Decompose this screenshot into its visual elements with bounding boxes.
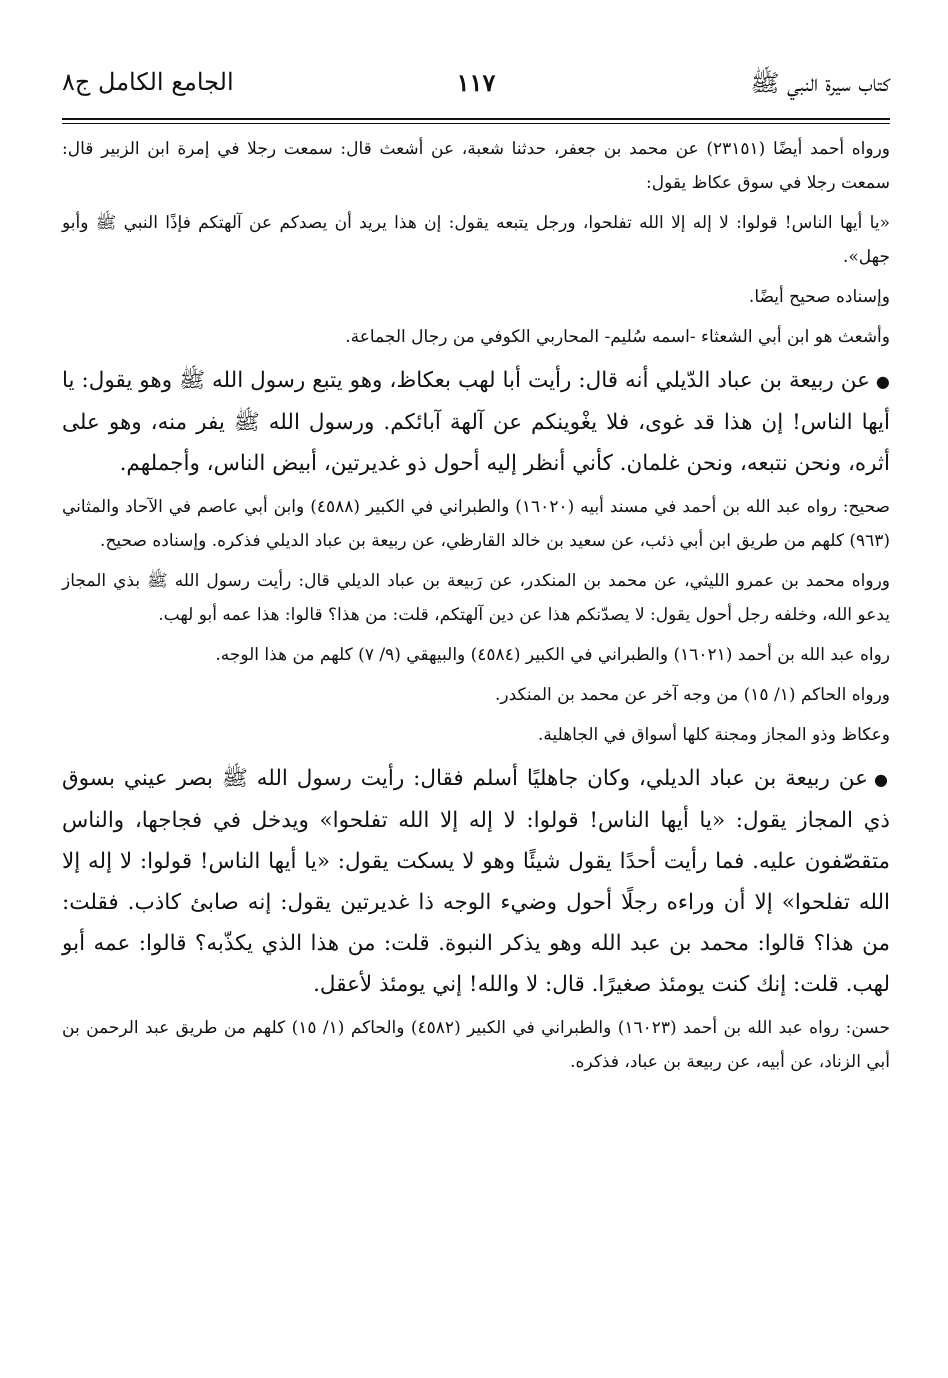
note-paragraph: رواه عبد الله بن أحمد (١٦٠٢١) والطبراني في الكبير (٤٥٨٤) والبيهقي (٩/ ٧) كلهم من هذا الوجه. <box>215 645 890 665</box>
page-number: ١١٧ <box>456 68 496 97</box>
note-paragraph: وأشعث هو ابن أبي الشعثاء -اسمه سُليم- المحاربي الكوفي من رجال الجماعة. <box>345 327 890 347</box>
bullet-icon: ● <box>873 770 890 789</box>
note-paragraph: ورواه أحمد أيضًا (٢٣١٥١) عن محمد بن جعفر، حدثنا شعبة، عن أشعث قال: سمعت رجلا في إمرة ابن الزبير قال: سمعت رجلا في سوق عكاظ يقول: <box>62 139 890 193</box>
hadith-text: عن ربيعة بن عباد الدّيلي أنه قال: رأيت أبا لهب بعكاظ، وهو يتبع رسول الله ﷺ وهو يقول: يا أيها الناس! إن هذا قد غوى، فلا يغْوينكم عن آلهة آبائكم. ورسول الله ﷺ يفر منه، وهو على أثره، ونحن نتبعه، ونحن غلمان. كأني أنظر إليه أحول ذو غديرتين، أبيض الناس، وأجملهم. <box>62 368 890 476</box>
hadith-paragraph <box>62 360 890 484</box>
note-paragraph: وعكاظ وذو المجاز ومجنة كلها أسواق في الجاهلية. <box>537 725 890 745</box>
note-paragraph: ورواه محمد بن عمرو الليثي، عن محمد بن المنكدر، عن رَبيعة بن عباد الديلي قال: رأيت رسول الله ﷺ بذي المجاز يدعو الله، وخلفه رجل أحول يقول: لا يصدّنكم هذا عن دين آلهتكم، قلت: من هذا؟ قالوا: هذا عمه أبو لهب. <box>62 571 890 625</box>
book-title: كتاب سيرة النبي ﷺ <box>750 69 890 97</box>
page-content <box>62 132 890 1085</box>
note-paragraph: حسن: رواه عبد الله بن أحمد (١٦٠٢٣) والطبراني في الكبير (٤٥٨٢) والحاكم (١/ ١٥) كلهم من طريق عبد الرحمن بن أبي الزناد، عن أبيه، عن ربيعة بن عباد، فذكره. <box>62 1018 890 1072</box>
note-paragraph: ورواه الحاكم (١/ ١٥) من وجه آخر عن محمد بن المنكدر. <box>494 685 890 705</box>
bullet-icon: ● <box>875 372 890 391</box>
page-header <box>62 62 890 106</box>
header-rule-thin <box>62 123 890 124</box>
volume-title: الجامع الكامل ج٨ <box>62 68 234 96</box>
header-rule-thick <box>62 118 890 120</box>
note-paragraph: «يا أيها الناس! قولوا: لا إله إلا الله تفلحوا، ورجل يتبعه يقول: إن هذا يريد أن يصدكم عن آلهتكم فإذًا النبي ﷺ وأبو جهل». <box>62 213 890 267</box>
note-paragraph: وإسناده صحيح أيضًا. <box>748 287 890 307</box>
note-paragraph: صحيح: رواه عبد الله بن أحمد في مسند أبيه (١٦٠٢٠) والطبراني في الكبير (٤٥٨٨) وابن أبي عاصم في الآحاد والمثاني (٩٦٣) كلهم من طريق ابن أبي ذئب، عن سعيد بن خالد القارظي، عن ربيعة بن عباد الديلي فذكره. وإسناده صحيح. <box>62 497 890 551</box>
hadith-text: عن ربيعة بن عباد الديلي، وكان جاهليًا أسلم فقال: رأيت رسول الله ﷺ بصر عيني بسوق ذي المجاز يقول: «يا أيها الناس! قولوا: لا إله إلا الله تفلحوا» ويدخل في فجاجها، والناس متقصّفون عليه. فما رأيت أحدًا يقول شيئًا وهو لا يسكت يقول: «يا أيها الناس! قولوا: لا إله إلا الله تفلحوا» إلا أن وراءه رجلًا أحول وضيء الوجه ذا غديرتين يقول: إنه صابئ كاذب. فقلت: من هذا؟ قالوا: محمد بن عبد الله وهو يذكر النبوة. قلت: من هذا الذي يكذّبه؟ قالوا: عمه أبو لهب. قلت: إنك كنت يومئذ صغيرًا. قال: لا والله! إني يومئذ لأعقل. <box>62 766 890 997</box>
hadith-paragraph <box>62 758 890 1005</box>
